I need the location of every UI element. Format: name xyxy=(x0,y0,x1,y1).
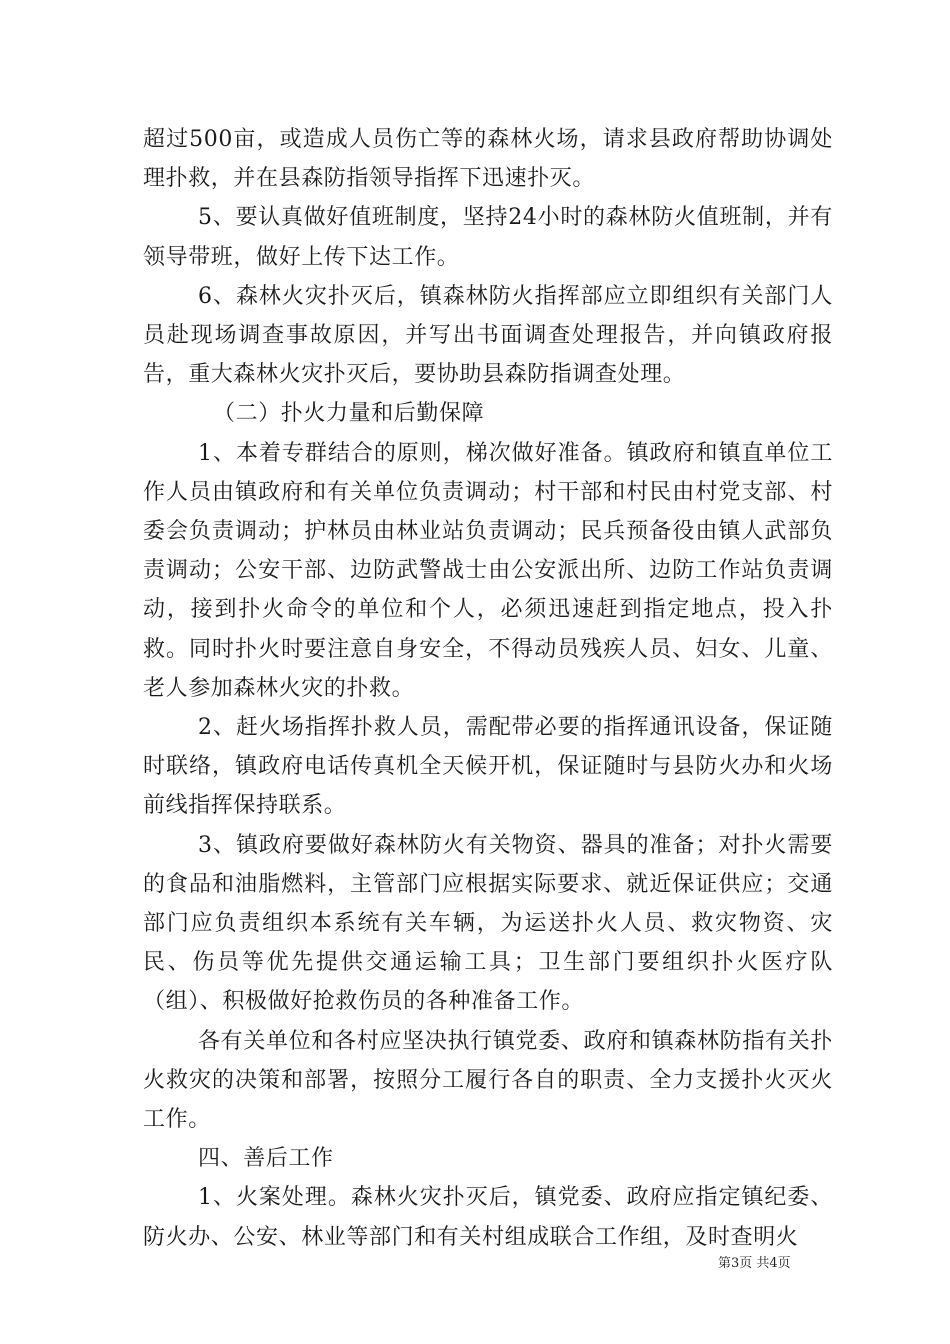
paragraph-item-2-communication: 2、赶火场指挥扑救人员，需配带必要的指挥通讯设备，保证随时联络，镇政府电话传真机全天候开机，保证随时与县防火办和火场前线指挥保持联系。 xyxy=(143,715,833,819)
page-number: 第3页 共4页 xyxy=(718,1256,791,1271)
paragraph-units-execution: 各有关单位和各村应坚决执行镇党委、政府和镇森林防指有关扑火救灾的决策和部署，按照分工履行各自的职责、全力支援扑火灭火工作。 xyxy=(143,1028,833,1133)
paragraph-item-5-duty: 5、要认真做好值班制度，坚持24小时的森林防火值班制，并有领导带班，做好上传下达工作。 xyxy=(143,205,833,270)
section-heading-firefighting-logistics: （二）扑火力量和后勤保障 xyxy=(213,401,485,427)
paragraph-fire-area-continuation: 超过500亩，或造成人员伤亡等的森林火场，请求县政府帮助协调处理扑救，并在县森防指领导指挥下迅速扑灭。 xyxy=(143,127,833,192)
section-heading-aftermath: 四、善后工作 xyxy=(198,1146,334,1172)
paragraph-item-1-mobilization: 1、本着专群结合的原则，梯次做好准备。镇政府和镇直单位工作人员由镇政府和有关单位负责调动；村干部和村民由村党支部、村委会负责调动；护林员由林业站负责调动；民兵预备役由镇人武部负责调动；公安干部、边防武警战士由公安派出所、边防工作站负责调动，接到扑火命令的单位和个人，必须迅速赶到指定地点，投入扑救。同时扑火时要注意自身安全，不得动员残疾人员、妇女、儿童、老人参加森林火灾的扑救。 xyxy=(143,440,833,701)
document-body xyxy=(143,120,833,1257)
paragraph-case-handling: 1、火案处理。森林火灾扑灭后，镇党委、政府应指定镇纪委、防火办、公安、林业等部门和有关村组成联合工作组，及时查明火 xyxy=(143,1185,833,1250)
paragraph-item-6-investigation: 6、森林火灾扑灭后，镇森林防火指挥部应立即组织有关部门人员赴现场调查事故原因，并写出书面调查处理报告，并向镇政府报告，重大森林火灾扑灭后，要协助县森防指调查处理。 xyxy=(143,283,833,388)
paragraph-item-3-supplies: 3、镇政府要做好森林防火有关物资、器具的准备；对扑火需要的食品和油脂燃料，主管部门应根据实际要求、就近保证供应；交通部门应负责组织本系统有关车辆，为运送扑火人员、救灾物资、灾民、伤员等优先提供交通运输工具；卫生部门要组织扑火医疗队（组）、积极做好抢救伤员的各种准备工作。 xyxy=(143,832,833,1015)
